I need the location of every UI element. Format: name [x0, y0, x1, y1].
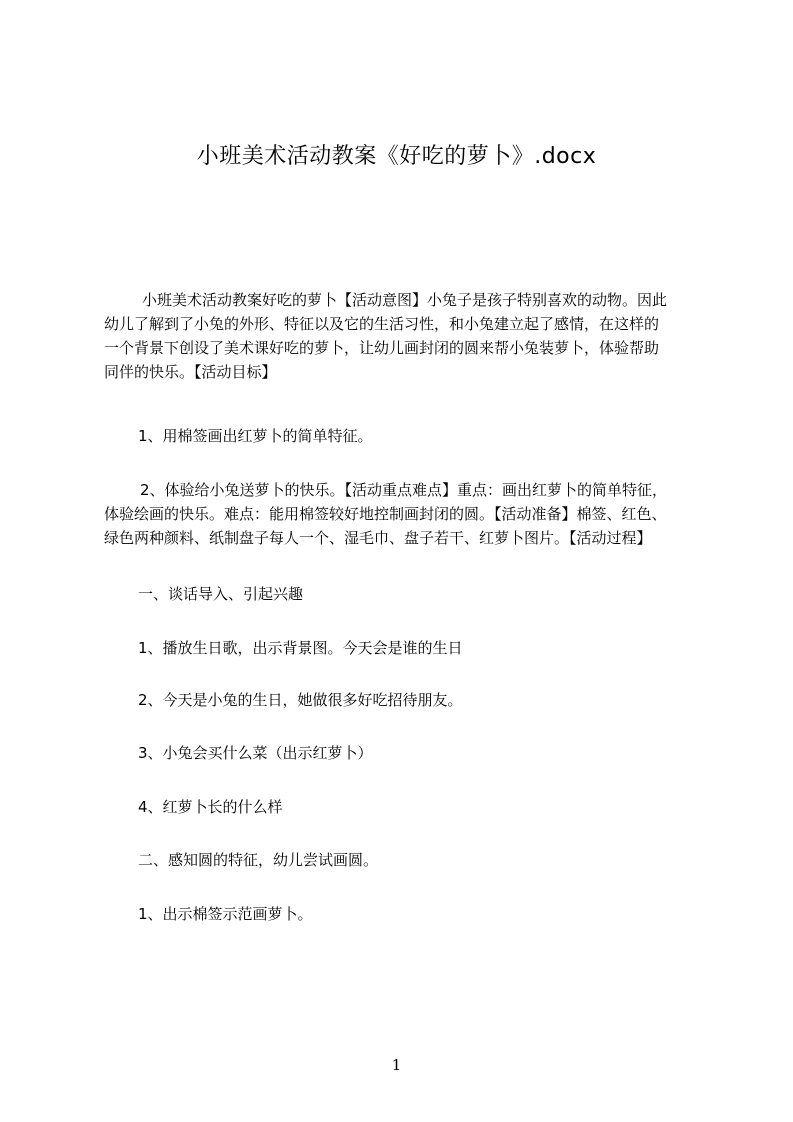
intro-line: 同伴的快乐。【活动目标】	[104, 363, 277, 381]
goal-1-paragraph: 1、用棉签画出红萝卜的简单特征。	[138, 427, 373, 445]
intro-line: 小班美术活动教案好吃的萝卜【活动意图】小兔子是孩子特别喜欢的动物。因此	[142, 291, 668, 309]
intro-line: 一个背景下创设了美术课好吃的萝卜，让幼儿画封闭的圆来帮小兔装萝卜，体验帮助	[104, 339, 660, 357]
goal-2-paragraph	[104, 478, 700, 550]
step-1-4-paragraph: 4、红萝卜长的什么样	[138, 798, 283, 816]
page-number: 1	[391, 1056, 402, 1074]
section-1-heading: 一、谈话导入、引起兴趣	[138, 585, 304, 603]
step-1-3-paragraph: 3、小兔会买什么菜（出示红萝卜）	[138, 744, 373, 762]
intro-paragraph	[104, 288, 700, 384]
goal-2-line: 体验绘画的快乐。难点：能用棉签较好地控制画封闭的圆。【活动准备】棉签、红色、	[104, 505, 667, 523]
step-1-2-paragraph: 2、今天是小兔的生日，她做很多好吃招待朋友。	[138, 691, 463, 709]
step-1-1-paragraph: 1、播放生日歌，出示背景图。今天会是谁的生日	[138, 639, 463, 657]
step-2-1-paragraph: 1、出示棉签示范画萝卜。	[138, 905, 313, 923]
document-title: 小班美术活动教案《好吃的萝卜》.docx	[196, 144, 597, 169]
section-2-heading: 二、感知圆的特征，幼儿尝试画圆。	[138, 851, 379, 869]
goal-2-line: 2、体验给小兔送萝卜的快乐。【活动重点难点】重点：画出红萝卜的简单特征，	[140, 481, 668, 499]
goal-2-line: 绿色两种颜料、纸制盘子每人一个、湿毛巾、盘子若干、红萝卜图片。【活动过程】	[104, 529, 652, 547]
intro-line: 幼儿了解到了小兔的外形、特征以及它的生活习性，和小兔建立起了感情，在这样的	[104, 315, 660, 333]
